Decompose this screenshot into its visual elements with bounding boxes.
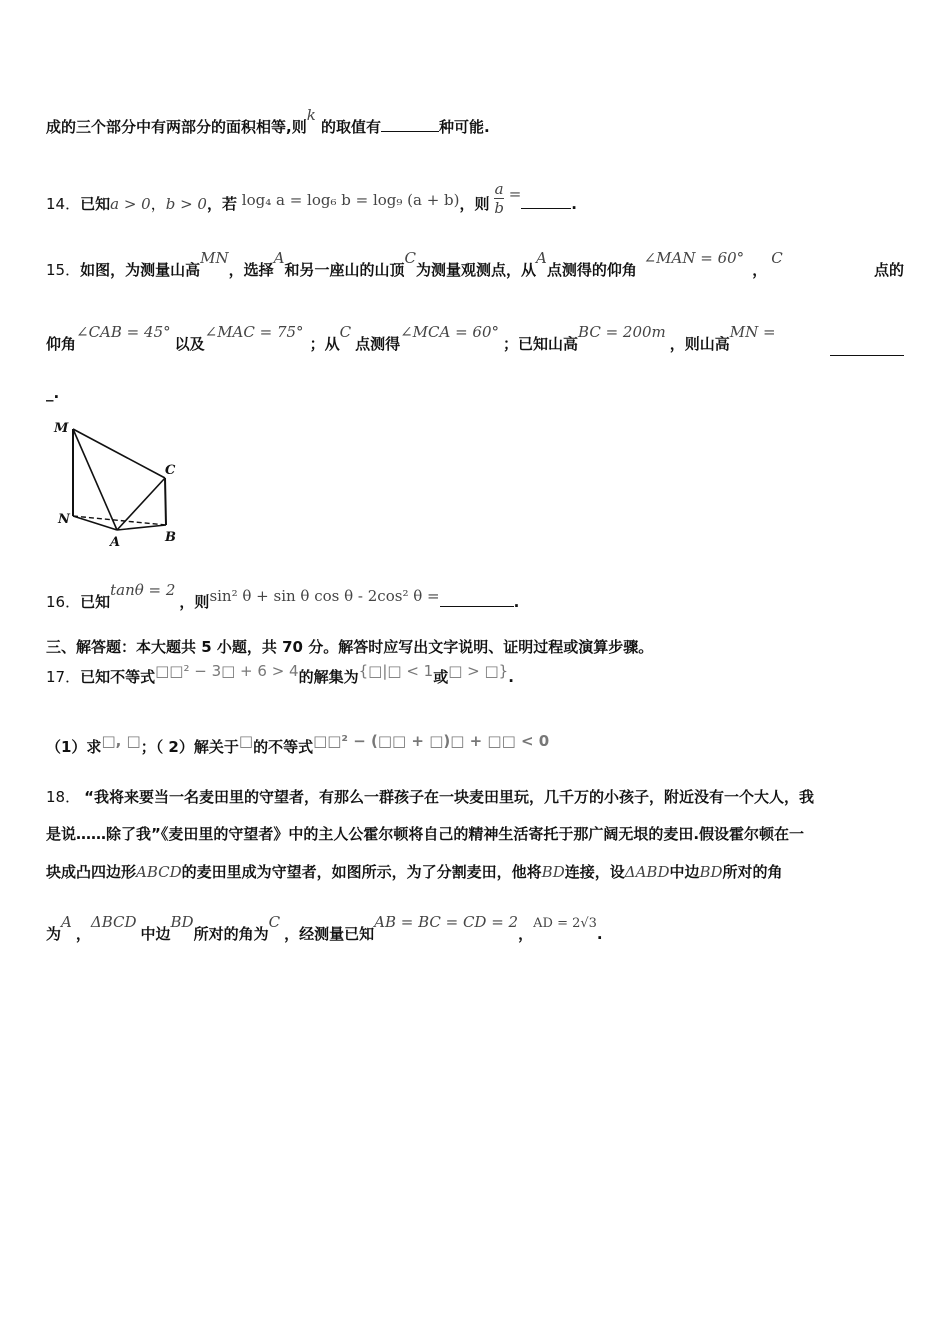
q17-text-2: 的解集为 [298,668,359,686]
q18-tri-abd: ΔABD [624,863,670,881]
q16-expression: sin² θ + sin θ cos θ - 2cos² θ = [209,587,440,605]
q13-answer-blank[interactable] [381,131,439,132]
q15-bc-value: BC = 200m [578,323,666,341]
section-3-heading [46,636,904,657]
q13-text-a: 成的三个部分中有两部分的面积相等,则 [46,118,307,136]
q15-var-mn: MN [200,249,229,267]
q18-end: . [596,925,603,943]
q15-line-3 [46,384,904,402]
q15-line-2 [46,323,904,354]
q13-text-c: 种可能. [439,118,490,136]
q15-angle-mca: ∠MCA = 60° [400,323,500,341]
q15-var-c3: C [339,323,352,341]
q14-line [46,180,904,223]
q18-var-bd: BD [541,863,565,881]
q15-number: 15． [46,261,81,279]
q18-var-c: C [268,913,281,931]
q17-part-2-var: □ [238,732,254,750]
q16-answer-blank[interactable] [440,606,514,607]
q15-mn-eq: MN = [729,323,776,341]
q17-set-1: {□|□ < 1 [358,662,434,680]
q17-end: . [508,668,514,686]
figure-label-c: C [165,463,176,478]
q14-number: 14． [46,195,81,213]
figure-edge-ab [117,525,166,530]
q18-text-line-1: “我将来要当一名麦田里的守望者，有那么一群孩子在一块麦田里玩，几千万的小孩子，附近没有一个大人，我 [84,788,814,806]
q18-text-3d: 中边 [669,863,700,881]
mountain-figure [46,412,196,554]
q15-text-4: 为测量观测点，从 [415,261,536,279]
q18-equation-1: AB = BC = CD = 2 [374,913,519,931]
figure-label-n: N [58,512,70,527]
figure-label-a: A [110,535,121,550]
q15-line-1 [46,249,904,280]
q17-part-2-inequality: □□² − (□□ + □)□ + □□ < 0 [313,732,550,750]
q18-var-bd3: BD [170,913,194,931]
q17-part-1: （1）求 [46,738,102,756]
q13-tail-line [46,106,904,137]
q18-text-3b: 的麦田里成为守望者，如图所示，为了分割麦田，他将 [181,863,542,881]
q15-answer-blank[interactable] [830,355,904,356]
q17-set-2: □ > □} [448,662,509,680]
q14-eq-sign: = [508,185,522,203]
q18-text-4c: 中边 [140,925,171,943]
q15-angle-mac: ∠MAC = 75° [204,323,304,341]
q15-text-1: 如图，为测量山高 [80,261,201,279]
q18-var-abcd: ABCD [136,863,182,881]
q18-text-4f: ， [518,925,534,943]
q16-text-1: 已知 [80,593,111,611]
q18-text-4a: 为 [46,925,62,943]
q17-part-2-text: 的不等式 [253,738,314,756]
q14-frac-den: b [494,199,504,217]
q17-text-1: 已知不等式 [80,668,156,686]
q15-end: _. [46,384,60,402]
q17-inequality: □□² − 3□ + 6 > 4 [155,662,299,680]
q15-text-11: 点测得 [355,335,401,353]
q18-line-2 [46,823,904,844]
q17-text-3: 或 [433,668,449,686]
q15-text-6: ， [752,261,768,279]
q16-number: 16． [46,593,81,611]
q15-var-c: C [404,249,416,267]
q16-line [46,581,904,612]
q17-parts-line [46,732,904,757]
q15-var-a: A [273,249,285,267]
figure-edge-cb [165,478,166,525]
q17-line [46,662,904,687]
q14-end: . [571,195,577,213]
q18-number: 18． [46,788,81,806]
q13-text-b: 的取值有 [321,118,382,136]
q17-number: 17． [46,668,81,686]
q18-line-1 [46,786,904,807]
q14-text-then: ，则 [459,195,490,213]
figure-edge-mc [73,429,165,478]
q14-equation: log₄ a = log₆ b = log₉ (a + b) [241,191,460,209]
q15-text-3: 和另一座山的山顶 [284,261,405,279]
q15-text-13: ，则山高 [669,335,730,353]
q16-end: . [513,593,520,611]
figure-label-m: M [54,421,69,436]
q17-part-2-label: ；（ 2）解关于 [140,738,239,756]
q17-part-1-vars: □, □ [101,732,141,750]
q15-angle-cab: ∠CAB = 45° [76,323,171,341]
q15-text-12: ；已知山高 [503,335,579,353]
section-3-heading-text: 三、解答题：本大题共 5 小题，共 70 分。解答时应写出文字说明、证明过程或演算步骤。 [46,638,654,656]
figure-edge-ma [73,429,117,530]
q14-answer-blank[interactable] [521,208,571,209]
q18-var-a: A [61,913,72,931]
q15-text-5: 点测得的仰角 [546,261,637,279]
q14-sep: ， [150,195,166,213]
q14-fraction [494,180,504,217]
q18-text-3a: 块成凸四边形 [46,863,137,881]
figure-edge-na [73,516,117,530]
q13-var-k: k [306,106,316,124]
q15-var-a2: A [535,249,547,267]
q14-cond-a: a > 0 [110,195,151,213]
q18-tri-bcd: ΔBCD [90,913,137,931]
q18-text-4b: ， [75,925,91,943]
q18-var-bd2: BD [699,863,723,881]
q14-text-if: ，若 [206,195,237,213]
q18-text-4d: 所对的角为 [193,925,269,943]
q18-text-3c: 连接，设 [564,863,625,881]
q15-text-7: 点的 [873,261,904,279]
q14-frac-num: a [494,180,504,198]
q18-text-4e: ，经测量已知 [284,925,375,943]
q15-text-8: 仰角 [46,335,77,353]
figure-label-b: B [165,530,176,545]
q16-tan: tanθ = 2 [110,581,176,599]
q15-var-c2: C [771,249,783,267]
q18-line-3 [46,861,904,882]
q15-text-9: 以及 [174,335,205,353]
q15-text-2: ，选择 [228,261,274,279]
q18-text-3e: 所对的角 [722,863,783,881]
q15-text-10: ；从 [309,335,340,353]
q14-text-known: 已知 [80,195,111,213]
q18-equation-2: AD = 2√3 [533,916,597,931]
q15-angle-man: ∠MAN = 60° [643,249,745,267]
q18-line-4 [46,913,904,944]
q18-text-line-2: 是说……除了我”《麦田里的守望者》中的主人公霍尔顿将自己的精神生活寄托于那广阔无垠的麦田.假设霍尔顿在一 [46,825,805,843]
q14-cond-b: b > 0 [165,195,207,213]
q16-text-2: ，则 [179,593,210,611]
